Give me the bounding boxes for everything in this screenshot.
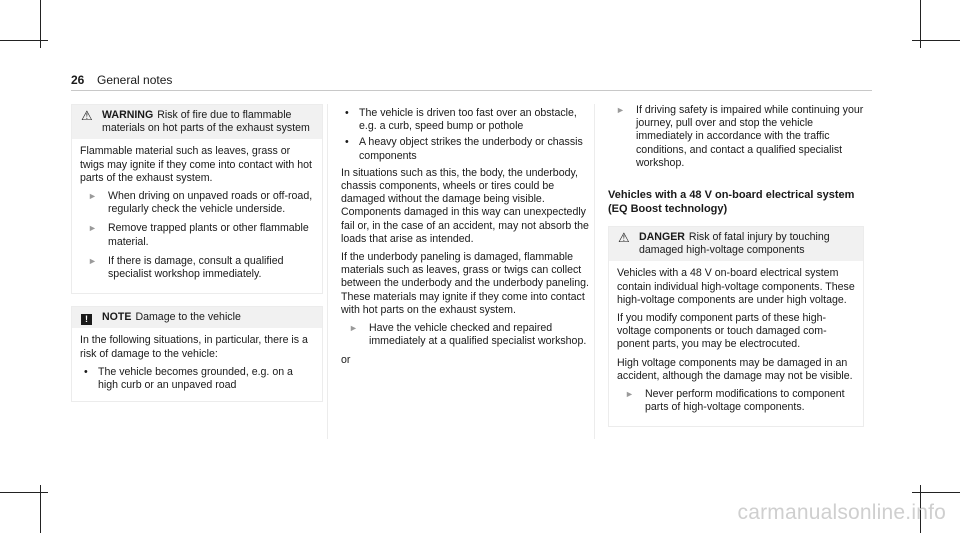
danger-box [608, 226, 864, 427]
column-divider [594, 104, 595, 439]
warning-title: Risk of fire due to flammable materials on hot parts of the exhaust system [102, 109, 310, 135]
list-item [341, 136, 589, 162]
step-text: Have the vehicle checked and repaired immediately at a qualified specialist workshop. [369, 322, 587, 348]
danger-title: Risk of fatal injury by touching damaged high-voltage components [639, 231, 830, 257]
crop-mark [0, 492, 48, 493]
note-text: In the following situations, in particular, there is a risk of damage to the vehicle: [80, 334, 308, 360]
note-head [72, 307, 322, 328]
section-heading: Vehicles with a 48 V on-board electrical system (EQ Boost technology) [608, 189, 855, 216]
step-arrow-icon: ► [88, 223, 97, 234]
action-step [608, 104, 864, 170]
danger-label: DANGER [639, 231, 685, 244]
or-text: or [341, 354, 351, 367]
list-item-text: The vehicle becomes grounded, e.g. on a high curb or an unpaved road [98, 365, 293, 392]
step-text: When driving on unpaved roads or off-road, regularly check the vehicle underside. [108, 190, 313, 216]
exclamation-icon: ! [81, 314, 92, 325]
warning-text: Flammable material such as leaves, grass or twigs may ignite if they come into contact with hot parts of the exhaust system. [80, 145, 312, 184]
step-arrow-icon: ► [349, 323, 358, 334]
list-item [341, 107, 589, 133]
warning-label: WARNING [102, 109, 154, 121]
watermark: carmanualsonline.info [737, 501, 946, 524]
warning-head [72, 105, 322, 139]
note-body [72, 328, 322, 401]
action-step [80, 222, 314, 248]
danger-text: If you modify component parts of these high-voltage components or touch damaged component parts, you may be electrocuted. [617, 312, 827, 351]
step-text: If driving safety is impaired while continuing your journey, pull over and stop the vehicle immediately in accordance with the traffic conditions, and contact a qualified specialist workshop. [636, 104, 864, 169]
list-item-text: A heavy object strikes the underbody or chassis components [359, 136, 583, 162]
step-text: Remove trapped plants or other flammable material. [108, 222, 309, 248]
danger-body [609, 261, 863, 426]
header-rule [71, 90, 872, 91]
action-step [80, 255, 314, 281]
note-title: Damage to the vehicle [135, 311, 241, 324]
danger-text: Vehicles with a 48 V on-board electrical system contain individual high-voltage components. These high-voltage components are under high voltage. [617, 267, 855, 306]
column-2 [341, 104, 589, 373]
danger-text: High voltage components may be damaged in an accident, although the damage may not be visible. [617, 356, 853, 382]
bullet-icon: • [345, 107, 349, 119]
note-box [71, 306, 323, 402]
column-1 [71, 104, 323, 402]
list-item-text: The vehicle is driven too fast over an obstacle, e.g. a curb, speed bump or pothole [359, 107, 577, 133]
step-arrow-icon: ► [88, 255, 97, 266]
section-title: General notes [97, 73, 173, 87]
page-number: 26 [71, 73, 85, 87]
body-paragraph: If the underbody paneling is damaged, flammable materials such as leaves, grass or twigs can collect between the underbody and the underbody paneling. These materials may ignite if they come into contact with hot parts on the exhaust system. [341, 251, 589, 316]
step-arrow-icon: ► [625, 389, 634, 400]
danger-head [609, 227, 863, 261]
step-arrow-icon: ► [88, 191, 97, 202]
bullet-icon: • [345, 136, 349, 149]
action-step [617, 388, 855, 414]
step-text: If there is damage, consult a qualified specialist workshop immediately. [108, 254, 284, 281]
warning-triangle-icon: ⚠ [81, 108, 93, 123]
bullet-icon: • [84, 365, 88, 378]
warning-body [72, 139, 322, 293]
crop-mark [0, 40, 48, 41]
warning-box [71, 104, 323, 294]
note-label: NOTE [102, 311, 132, 324]
step-arrow-icon: ► [616, 105, 625, 115]
body-paragraph: In situations such as this, the body, the underbody, chassis components, wheels or tires could be damaged without the damage being visible. Components damaged in this way can unexpectedly fail or, in the case of an accident, may not absorb the loads that arise as intended. [341, 166, 589, 245]
column-divider [327, 104, 328, 439]
crop-mark [912, 40, 960, 41]
step-text: Never perform modifications to component parts of high-voltage components. [645, 388, 845, 414]
action-step [341, 322, 589, 348]
action-step [80, 190, 314, 216]
list-item [80, 366, 314, 392]
danger-triangle-icon: ⚠ [618, 230, 630, 246]
crop-mark [912, 492, 960, 493]
column-3 [608, 104, 864, 427]
